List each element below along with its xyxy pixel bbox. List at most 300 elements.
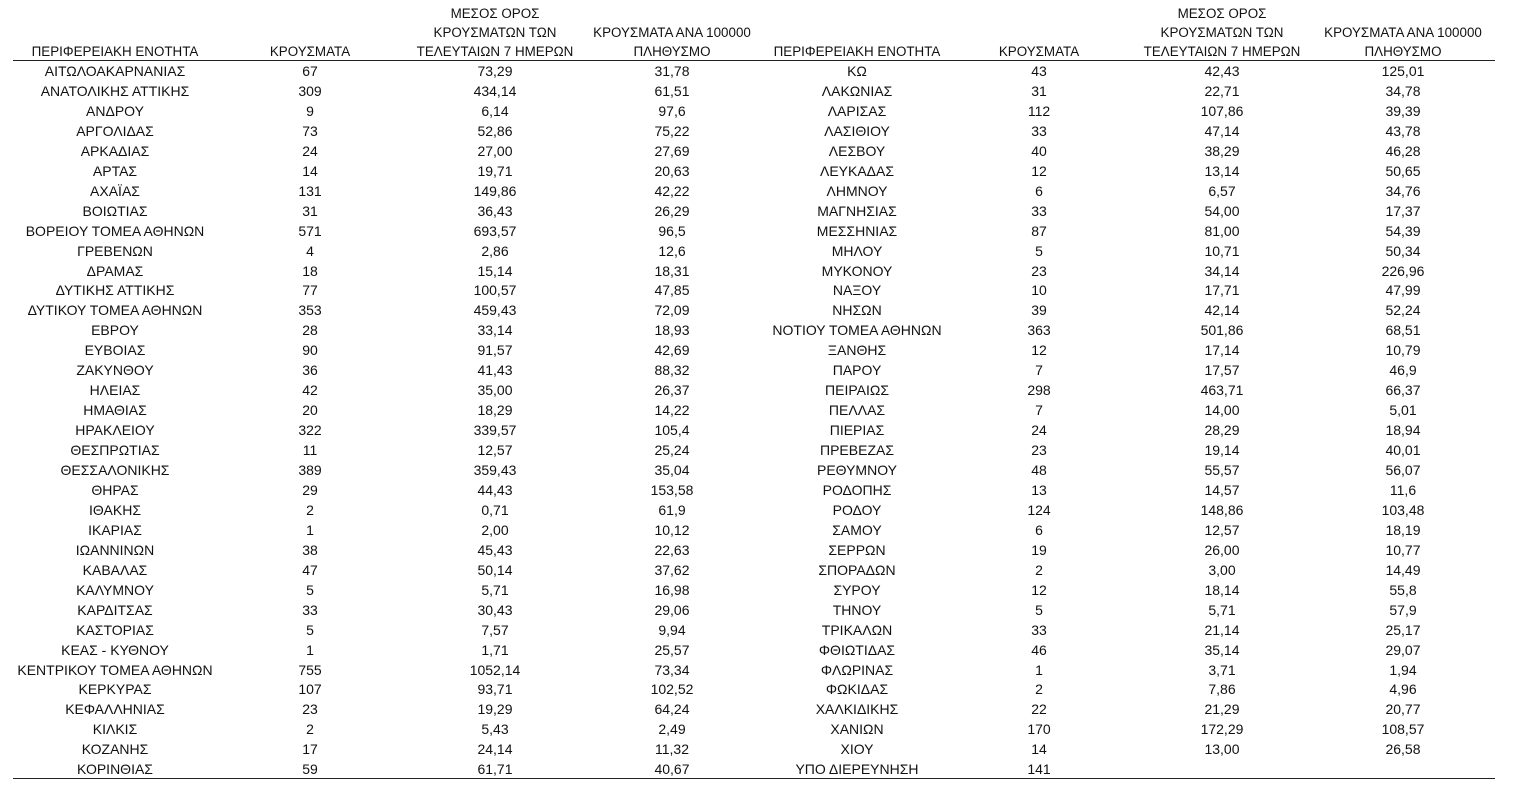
- cell-cases: 309: [298, 82, 322, 99]
- cell-per100k: 56,07: [1385, 462, 1421, 478]
- cell-avg7: 42,14: [1204, 302, 1240, 319]
- cell-cases: 170: [1027, 721, 1051, 738]
- cell-cases: 47: [302, 561, 318, 578]
- table-row: [0, 241, 760, 261]
- cell-region: ΦΩΚΙΔΑΣ: [825, 681, 889, 698]
- cell-per100k: 34,76: [1385, 182, 1421, 199]
- cell-avg7: 54,00: [1204, 202, 1240, 219]
- cell-avg7: 14,57: [1204, 481, 1240, 498]
- cell-region: ΠΡΕΒΕΖΑΣ: [819, 442, 894, 459]
- cell-cases: 59: [302, 761, 318, 778]
- cell-cases: 33: [302, 601, 318, 618]
- table-row: [0, 480, 760, 500]
- cell-region: ΒΟΙΩΤΙΑΣ: [82, 202, 148, 219]
- cell-avg7: 41,43: [477, 362, 513, 379]
- cell-region: ΚΑΣΤΟΡΙΑΣ: [76, 621, 154, 638]
- cell-avg7: 17,14: [1204, 342, 1240, 359]
- cell-avg7: 12,57: [1204, 521, 1240, 538]
- table-row: [0, 540, 760, 560]
- cell-cases: 36: [302, 362, 318, 379]
- table-row: [757, 201, 1517, 221]
- cell-region: ΚΙΛΚΙΣ: [92, 721, 138, 738]
- table-row: [757, 61, 1517, 81]
- cell-cases: 87: [1031, 222, 1047, 239]
- cell-cases: 24: [1031, 422, 1047, 439]
- cell-avg7: 6,14: [481, 102, 509, 119]
- cell-per100k: 35,04: [654, 462, 690, 478]
- cell-region: ΖΑΚΥΝΘΟΥ: [76, 362, 154, 379]
- cell-per100k: 18,19: [1385, 521, 1421, 538]
- cell-per100k: 64,24: [654, 701, 690, 718]
- cell-per100k: 40,01: [1385, 442, 1421, 459]
- cell-cases: 10: [1031, 282, 1047, 299]
- table-row: [757, 640, 1517, 660]
- cell-region: ΔΥΤΙΚΗΣ ΑΤΤΙΚΗΣ: [55, 282, 175, 299]
- table-row: [757, 101, 1517, 121]
- cell-region: ΝΟΤΙΟΥ ΤΟΜΕΑ ΑΘΗΝΩΝ: [772, 322, 942, 339]
- table-row: [0, 520, 760, 540]
- cell-cases: 22: [1031, 701, 1047, 718]
- cell-region: ΘΕΣΠΡΩΤΙΑΣ: [70, 442, 160, 459]
- cell-avg7: 149,86: [473, 182, 517, 199]
- table-row: [757, 420, 1517, 440]
- cell-per100k: 226,96: [1381, 262, 1425, 279]
- table-row: [0, 360, 760, 380]
- table-row: [0, 759, 760, 779]
- table-row: [757, 500, 1517, 520]
- cell-region: ΛΕΥΚΑΔΑΣ: [819, 162, 895, 179]
- cell-cases: 73: [302, 122, 318, 139]
- cell-cases: 2: [1035, 681, 1043, 698]
- cell-cases: 23: [302, 701, 318, 718]
- cell-per100k: 50,65: [1385, 162, 1421, 179]
- cell-avg7: 15,14: [477, 262, 513, 279]
- cell-avg7: 501,86: [1200, 322, 1244, 339]
- header-cases: ΚΡΟΥΣΜΑΤΑ: [998, 44, 1080, 59]
- cell-cases: 23: [1031, 442, 1047, 459]
- cell-cases: 5: [1035, 601, 1043, 618]
- cell-region: ΗΜΑΘΙΑΣ: [83, 402, 147, 419]
- table-row: [0, 280, 760, 300]
- cell-avg7: 18,14: [1204, 581, 1240, 598]
- cell-per100k: 4,96: [1389, 681, 1417, 698]
- cell-per100k: 5,01: [1389, 402, 1417, 419]
- cell-cases: 33: [1031, 202, 1047, 219]
- cell-cases: 363: [1027, 322, 1051, 339]
- table-row: [0, 560, 760, 580]
- cell-avg7: 21,29: [1204, 701, 1240, 718]
- cell-cases: 12: [1031, 162, 1047, 179]
- cell-avg7: 27,00: [477, 142, 513, 159]
- cell-per100k: 55,8: [1389, 581, 1417, 598]
- table-row: [0, 141, 760, 161]
- table-row: [0, 719, 760, 739]
- cell-per100k: 46,28: [1385, 142, 1421, 159]
- header-region: ΠΕΡΙΦΕΡΕΙΑΚΗ ΕΝΟΤΗΤΑ: [773, 44, 941, 59]
- cell-cases: 6: [1035, 521, 1043, 538]
- cell-region: ΦΛΩΡΙΝΑΣ: [820, 661, 894, 678]
- cell-avg7: 359,43: [473, 462, 517, 478]
- cell-avg7: 61,71: [477, 761, 513, 778]
- table-row: [0, 201, 760, 221]
- cell-avg7: 19,71: [477, 162, 513, 179]
- cell-per100k: 153,58: [650, 481, 694, 498]
- cell-region: ΕΒΡΟΥ: [91, 322, 139, 339]
- cell-avg7: 10,71: [1204, 242, 1240, 259]
- cell-cases: 112: [1027, 102, 1051, 119]
- cell-avg7: 19,29: [477, 701, 513, 718]
- table-row: [0, 500, 760, 520]
- cell-per100k: 61,51: [654, 82, 690, 99]
- cell-per100k: 29,07: [1385, 641, 1421, 658]
- cell-per100k: 26,58: [1385, 741, 1421, 758]
- cell-per100k: 61,9: [658, 501, 686, 518]
- cell-per100k: 1,94: [1389, 661, 1417, 678]
- bottom-rule: [13, 778, 1495, 779]
- cell-per100k: 22,63: [654, 541, 690, 558]
- cell-region: ΑΙΤΩΛΟΑΚΑΡΝΑΝΙΑΣ: [44, 63, 186, 79]
- table-row: [0, 181, 760, 201]
- cell-per100k: 18,93: [654, 322, 690, 339]
- cell-avg7: 17,71: [1204, 282, 1240, 299]
- table-row: [757, 480, 1517, 500]
- cell-cases: 571: [298, 222, 322, 239]
- cell-per100k: 125,01: [1381, 63, 1425, 79]
- cell-cases: 14: [1031, 741, 1047, 758]
- cell-per100k: 14,22: [654, 402, 690, 419]
- cell-avg7: 52,86: [477, 122, 513, 139]
- cell-region: ΝΑΞΟΥ: [832, 282, 882, 299]
- cell-cases: 1: [1035, 661, 1043, 678]
- cell-cases: 1: [306, 641, 314, 658]
- cell-region: ΚΩ: [847, 63, 867, 79]
- cell-region: ΑΝΔΡΟΥ: [86, 102, 144, 119]
- cell-cases: 67: [302, 63, 318, 79]
- cell-region: ΜΥΚΟΝΟΥ: [821, 262, 893, 279]
- table-row: [0, 380, 760, 400]
- cell-region: ΧΑΝΙΩΝ: [830, 721, 884, 738]
- cell-per100k: 20,63: [654, 162, 690, 179]
- cell-region: ΣΥΡΟΥ: [833, 581, 881, 598]
- cell-avg7: 148,86: [1200, 501, 1244, 518]
- cell-region: ΡΟΔΟΥ: [832, 501, 882, 518]
- cell-region: ΕΥΒΟΙΑΣ: [84, 342, 146, 359]
- cell-region: ΚΟΖΑΝΗΣ: [81, 741, 149, 758]
- table-row: [757, 241, 1517, 261]
- cell-cases: 298: [1027, 382, 1051, 399]
- table-row: [757, 440, 1517, 460]
- table-row: [757, 360, 1517, 380]
- cell-avg7: 463,71: [1200, 382, 1244, 399]
- cell-region: ΠΕΛΛΑΣ: [828, 402, 886, 419]
- table-row: [757, 320, 1517, 340]
- cell-region: ΛΗΜΝΟΥ: [826, 182, 888, 199]
- table-row: [757, 300, 1517, 320]
- cell-cases: 124: [1027, 501, 1051, 518]
- cell-cases: 107: [298, 681, 322, 698]
- cell-region: ΔΡΑΜΑΣ: [86, 262, 144, 279]
- cell-per100k: 10,79: [1385, 342, 1421, 359]
- table-row: [757, 380, 1517, 400]
- table-row: [757, 161, 1517, 181]
- table-row: [0, 121, 760, 141]
- cell-avg7: 30,43: [477, 601, 513, 618]
- cell-avg7: 50,14: [477, 561, 513, 578]
- cell-cases: 39: [1031, 302, 1047, 319]
- cell-region: ΒΟΡΕΙΟΥ ΤΟΜΕΑ ΑΘΗΝΩΝ: [25, 222, 205, 239]
- cell-per100k: 31,78: [654, 63, 690, 79]
- cell-cases: 13: [1031, 481, 1047, 498]
- cell-avg7: 38,29: [1204, 142, 1240, 159]
- header-avg7: ΜΕΣΟΣ ΟΡΟΣ ΚΡΟΥΣΜΑΤΩΝ ΤΩΝ ΤΕΛΕΥΤΑΙΩΝ 7 ΗΜΕΡΩΝ: [416, 6, 574, 59]
- table-row: [0, 61, 760, 81]
- cell-avg7: 19,14: [1204, 442, 1240, 459]
- cell-cases: 46: [1031, 641, 1047, 658]
- cell-cases: 131: [298, 182, 322, 199]
- cell-cases: 322: [298, 422, 322, 439]
- cell-per100k: 108,57: [1381, 721, 1425, 738]
- cell-avg7: 55,57: [1204, 462, 1240, 478]
- cell-region: ΣΕΡΡΩΝ: [828, 541, 886, 558]
- table-row: [757, 580, 1517, 600]
- cell-avg7: 339,57: [473, 422, 517, 439]
- cell-cases: 9: [306, 102, 314, 119]
- cell-cases: 2: [306, 501, 314, 518]
- cell-per100k: 75,22: [654, 122, 690, 139]
- table-row: [0, 221, 760, 241]
- cell-avg7: 459,43: [473, 302, 517, 319]
- cell-region: ΚΕΦΑΛΛΗΝΙΑΣ: [65, 701, 165, 718]
- header-per100k: ΚΡΟΥΣΜΑΤΑ ΑΝΑ 100000 ΠΛΗΘΥΣΜΟ: [1324, 25, 1482, 59]
- cell-region: ΚΕΡΚΥΡΑΣ: [78, 681, 152, 698]
- cell-region: ΥΠΟ ΔΙΕΡΕΥΝΗΣΗ: [795, 761, 919, 778]
- cell-cases: 23: [1031, 262, 1047, 279]
- cell-per100k: 42,22: [654, 182, 690, 199]
- cell-cases: 5: [1035, 242, 1043, 259]
- cell-region: ΘΕΣΣΑΛΟΝΙΚΗΣ: [60, 462, 170, 478]
- cell-per100k: 72,09: [654, 302, 690, 319]
- table-row: [757, 759, 1517, 779]
- cell-cases: 5: [306, 581, 314, 598]
- cell-per100k: 11,32: [655, 741, 689, 758]
- cell-avg7: 22,71: [1204, 82, 1240, 99]
- cell-cases: 2: [306, 721, 314, 738]
- header-region: ΠΕΡΙΦΕΡΕΙΑΚΗ ΕΝΟΤΗΤΑ: [31, 44, 199, 59]
- cell-cases: 42: [302, 382, 318, 399]
- cell-per100k: 25,17: [1385, 621, 1421, 638]
- cell-region: ΚΟΡΙΝΘΙΑΣ: [77, 761, 153, 778]
- table-row: [757, 181, 1517, 201]
- cell-region: ΠΑΡΟΥ: [832, 362, 882, 379]
- cell-per100k: 26,29: [654, 202, 690, 219]
- cell-per100k: 26,37: [654, 382, 690, 399]
- cell-per100k: 37,62: [654, 561, 690, 578]
- table-row: [757, 660, 1517, 680]
- cell-avg7: 24,14: [477, 741, 513, 758]
- cell-region: ΜΗΛΟΥ: [831, 242, 883, 259]
- cell-per100k: 9,94: [658, 621, 686, 638]
- table-row: [0, 300, 760, 320]
- table-row: [757, 121, 1517, 141]
- cell-avg7: 3,71: [1208, 661, 1236, 678]
- cell-avg7: 36,43: [477, 202, 513, 219]
- table-row: [757, 699, 1517, 719]
- cell-per100k: 40,67: [654, 761, 690, 778]
- table-row: [757, 280, 1517, 300]
- cell-avg7: 7,86: [1208, 681, 1236, 698]
- cell-region: ΦΘΙΩΤΙΔΑΣ: [818, 641, 896, 658]
- table-row: [0, 420, 760, 440]
- cell-avg7: 14,00: [1204, 402, 1240, 419]
- cell-region: ΛΑΡΙΣΑΣ: [827, 102, 887, 119]
- table-row: [757, 739, 1517, 759]
- cell-region: ΚΑΒΑΛΑΣ: [82, 561, 148, 578]
- cell-cases: 43: [1031, 63, 1047, 79]
- cell-per100k: 68,51: [1385, 322, 1421, 339]
- cell-per100k: 18,31: [654, 262, 690, 279]
- cell-cases: 90: [302, 342, 318, 359]
- cell-cases: 389: [298, 462, 322, 478]
- cell-region: ΚΑΡΔΙΤΣΑΣ: [77, 601, 153, 618]
- cell-cases: 31: [302, 202, 318, 219]
- cell-avg7: 2,86: [481, 242, 509, 259]
- table-row: [0, 440, 760, 460]
- cell-cases: 7: [1035, 402, 1043, 419]
- cell-per100k: 50,34: [1385, 242, 1421, 259]
- cell-per100k: 34,78: [1385, 82, 1421, 99]
- table-row: [0, 340, 760, 360]
- cell-avg7: 35,14: [1204, 641, 1240, 658]
- cell-cases: 40: [1031, 142, 1047, 159]
- cell-per100k: 105,4: [654, 422, 690, 439]
- cell-per100k: 27,69: [654, 142, 690, 159]
- cell-cases: 5: [306, 621, 314, 638]
- cell-per100k: 20,77: [1385, 701, 1421, 718]
- cell-region: ΜΑΓΝΗΣΙΑΣ: [817, 202, 897, 219]
- cell-per100k: 102,52: [650, 681, 694, 698]
- cell-cases: 48: [1031, 462, 1047, 478]
- table-row: [757, 540, 1517, 560]
- table-row: [757, 141, 1517, 161]
- cell-avg7: 47,14: [1204, 122, 1240, 139]
- cell-per100k: 25,57: [654, 641, 690, 658]
- cell-avg7: 434,14: [473, 82, 517, 99]
- cell-region: ΠΕΙΡΑΙΩΣ: [825, 382, 889, 399]
- cell-region: ΙΩΑΝΝΙΝΩΝ: [75, 541, 155, 558]
- table-row: [0, 679, 760, 699]
- cell-avg7: 1052,14: [469, 661, 521, 678]
- cell-region: ΤΗΝΟΥ: [832, 601, 882, 618]
- table-row: [0, 81, 760, 101]
- cell-avg7: 35,00: [477, 382, 513, 399]
- header-avg7: ΜΕΣΟΣ ΟΡΟΣ ΚΡΟΥΣΜΑΤΩΝ ΤΩΝ ΤΕΛΕΥΤΑΙΩΝ 7 ΗΜΕΡΩΝ: [1143, 6, 1301, 59]
- cell-region: ΧΑΛΚΙΔΙΚΗΣ: [815, 701, 899, 718]
- table-row: [0, 640, 760, 660]
- cell-cases: 33: [1031, 621, 1047, 638]
- cell-per100k: 10,12: [654, 521, 690, 538]
- cell-per100k: 29,06: [654, 601, 690, 618]
- cell-per100k: 14,49: [1385, 561, 1421, 578]
- table-row: [757, 560, 1517, 580]
- table-row: [0, 101, 760, 121]
- table-row: [0, 660, 760, 680]
- cell-avg7: 91,57: [477, 342, 513, 359]
- cell-region: ΚΕΝΤΡΙΚΟΥ ΤΟΜΕΑ ΑΘΗΝΩΝ: [17, 661, 213, 678]
- cell-cases: 18: [302, 262, 318, 279]
- cell-region: ΑΡΤΑΣ: [92, 162, 138, 179]
- table-row: [757, 221, 1517, 241]
- cell-per100k: 54,39: [1385, 222, 1421, 239]
- cell-cases: 6: [1035, 182, 1043, 199]
- table-row: [0, 699, 760, 719]
- cell-cases: 14: [302, 162, 318, 179]
- cell-per100k: 16,98: [654, 581, 690, 598]
- cell-avg7: 33,14: [477, 322, 513, 339]
- cell-cases: 12: [1031, 342, 1047, 359]
- table-row: [757, 520, 1517, 540]
- cell-cases: 28: [302, 322, 318, 339]
- cell-region: ΑΡΓΟΛΙΔΑΣ: [76, 122, 154, 139]
- cell-per100k: 66,37: [1385, 382, 1421, 399]
- cell-region: ΝΗΣΩΝ: [832, 302, 882, 319]
- cell-per100k: 25,24: [654, 442, 690, 459]
- cell-region: ΤΡΙΚΑΛΩΝ: [821, 621, 893, 638]
- cell-region: ΛΑΚΩΝΙΑΣ: [821, 82, 893, 99]
- cell-per100k: 97,6: [658, 102, 686, 119]
- cell-region: ΧΙΟΥ: [840, 741, 874, 758]
- cell-avg7: 12,57: [477, 442, 513, 459]
- cell-per100k: 57,9: [1389, 601, 1417, 618]
- cell-per100k: 39,39: [1385, 102, 1421, 119]
- cell-region: ΘΗΡΑΣ: [91, 481, 139, 498]
- cell-cases: 7: [1035, 362, 1043, 379]
- cell-region: ΣΑΜΟΥ: [832, 521, 882, 538]
- cell-avg7: 5,71: [481, 581, 509, 598]
- cell-avg7: 34,14: [1204, 262, 1240, 279]
- cell-avg7: 28,29: [1204, 422, 1240, 439]
- cell-region: ΜΕΣΣΗΝΙΑΣ: [816, 222, 898, 239]
- table-row: [0, 261, 760, 281]
- cell-per100k: 10,77: [1385, 541, 1421, 558]
- cell-cases: 17: [302, 741, 318, 758]
- cell-avg7: 107,86: [1200, 102, 1244, 119]
- table-row: [0, 460, 760, 480]
- cell-per100k: 88,32: [654, 362, 690, 379]
- cell-cases: 755: [298, 661, 322, 678]
- header-per100k: ΚΡΟΥΣΜΑΤΑ ΑΝΑ 100000 ΠΛΗΘΥΣΜΟ: [593, 25, 751, 59]
- cell-per100k: 2,49: [658, 721, 686, 738]
- cell-cases: 141: [1027, 761, 1051, 778]
- cell-cases: 24: [302, 142, 318, 159]
- cell-cases: 2: [1035, 561, 1043, 578]
- cell-cases: 29: [302, 481, 318, 498]
- table-row: [757, 400, 1517, 420]
- cell-per100k: 46,9: [1389, 362, 1417, 379]
- table-row: [0, 580, 760, 600]
- cell-avg7: 172,29: [1200, 721, 1244, 738]
- cell-region: ΑΝΑΤΟΛΙΚΗΣ ΑΤΤΙΚΗΣ: [40, 82, 190, 99]
- table-row: [0, 739, 760, 759]
- cell-cases: 33: [1031, 122, 1047, 139]
- cell-region: ΑΡΚΑΔΙΑΣ: [80, 142, 150, 159]
- cell-per100k: 11,6: [1389, 481, 1417, 498]
- cell-region: ΑΧΑΪΑΣ: [90, 182, 140, 199]
- cell-per100k: 47,85: [654, 282, 690, 299]
- table-row: [0, 400, 760, 420]
- cell-avg7: 44,43: [477, 481, 513, 498]
- cell-per100k: 47,99: [1385, 282, 1421, 299]
- cell-region: ΡΟΔΟΠΗΣ: [822, 481, 892, 498]
